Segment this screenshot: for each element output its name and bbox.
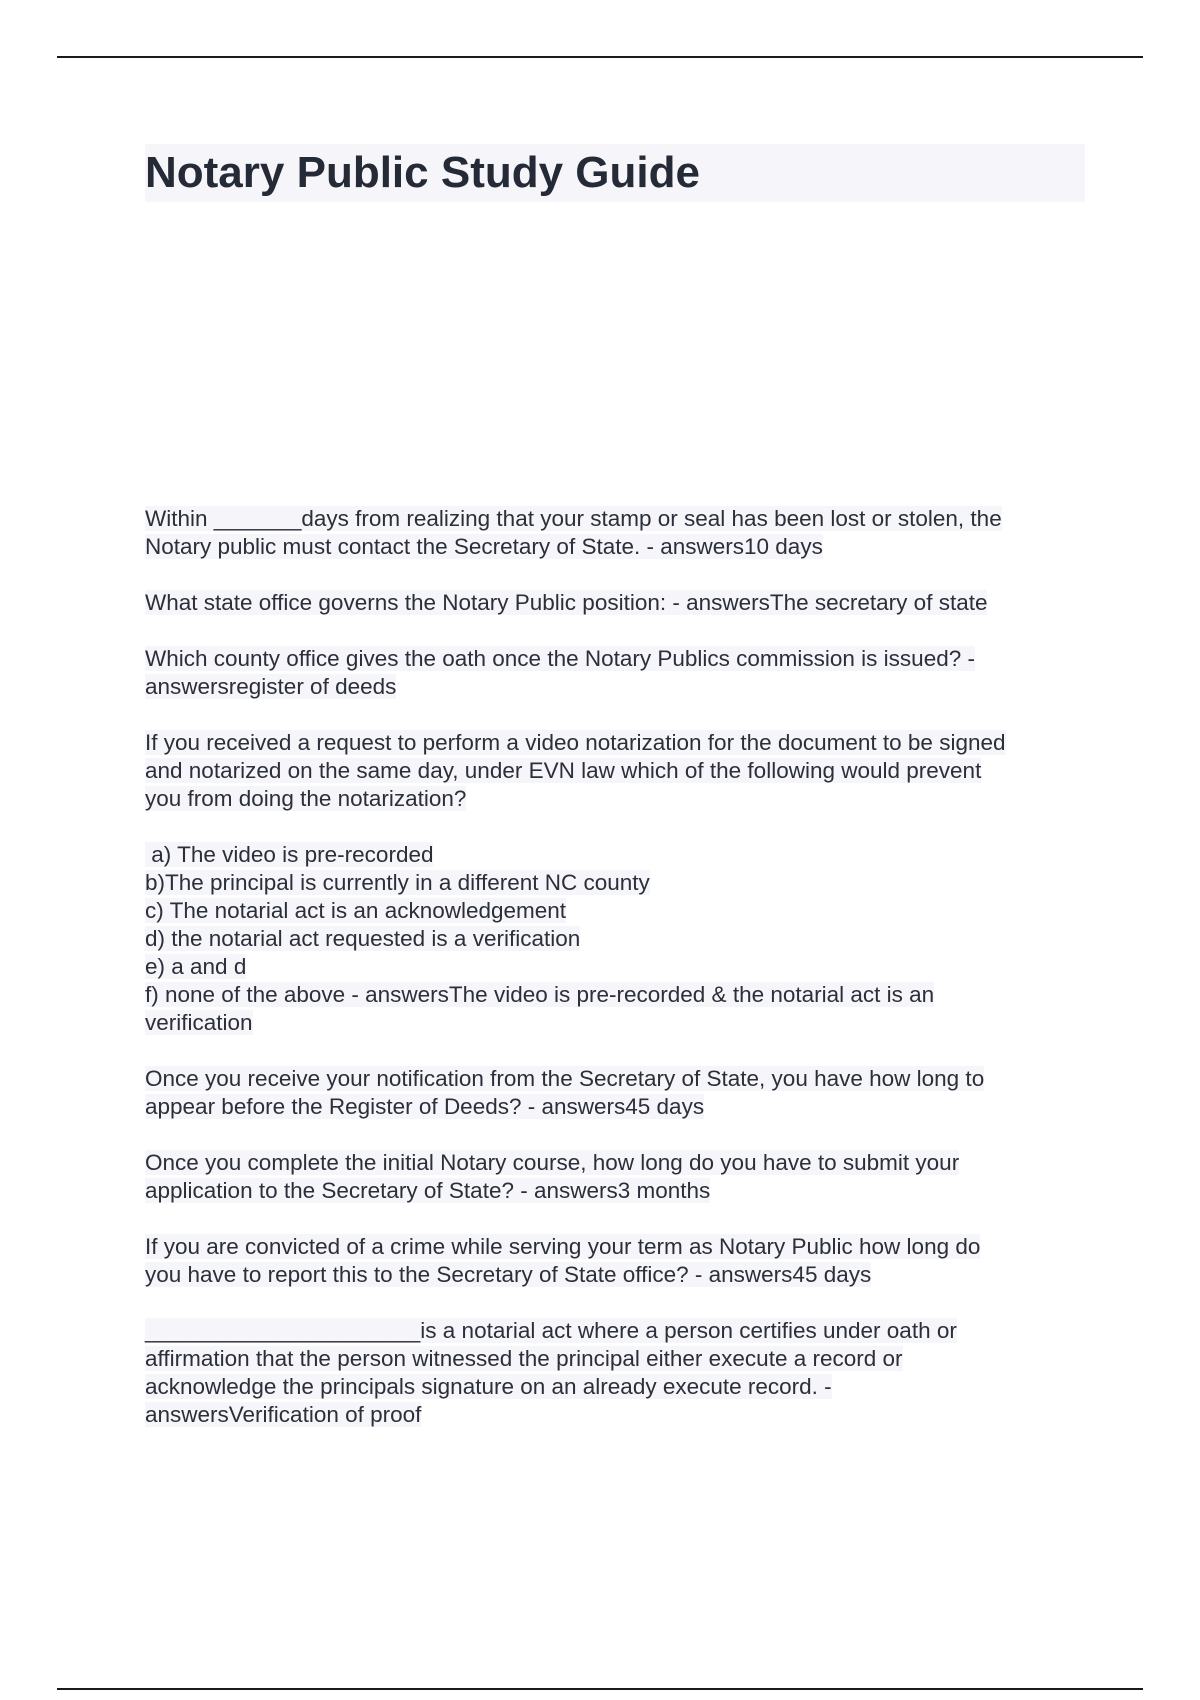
option-line: f) none of the above - answersThe video is pre-recorded & the notarial act is an (145, 982, 935, 1007)
qa-line: Notary public must contact the Secretary of State. - answers10 days (145, 534, 823, 559)
qa-block-4 (145, 729, 1090, 813)
qa-block-7 (145, 1149, 1090, 1205)
qa-line: ______________________is a notarial act where a person certifies under oath or (145, 1318, 957, 1343)
qa-block-5 (145, 841, 1090, 1037)
option-line: verification (145, 1010, 253, 1035)
top-rule (57, 56, 1143, 58)
option-line: c) The notarial act is an acknowledgement (145, 898, 567, 923)
qa-block-9 (145, 1317, 1090, 1429)
qa-block-6 (145, 1065, 1090, 1121)
qa-line: answersVerification of proof (145, 1402, 422, 1427)
qa-line: Once you receive your notification from the Secretary of State, you have how long to (145, 1066, 985, 1091)
qa-line: Which county office gives the oath once the Notary Publics commission is issued? - (145, 646, 975, 671)
qa-line: Once you complete the initial Notary course, how long do you have to submit your (145, 1150, 960, 1175)
qa-line: If you are convicted of a crime while serving your term as Notary Public how long do (145, 1234, 981, 1259)
qa-block-2 (145, 589, 1090, 617)
qa-line: affirmation that the person witnessed the principal either execute a record or (145, 1346, 903, 1371)
qa-line: appear before the Register of Deeds? - answers45 days (145, 1094, 705, 1119)
qa-block-1 (145, 505, 1090, 561)
page-title: Notary Public Study Guide (145, 148, 700, 197)
option-line: b)The principal is currently in a different NC county (145, 870, 650, 895)
qa-line: and notarized on the same day, under EVN law which of the following would prevent (145, 758, 982, 783)
qa-line: answersregister of deeds (145, 674, 397, 699)
bottom-rule (57, 1688, 1143, 1690)
option-line: a) The video is pre-recorded (145, 842, 434, 867)
qa-line: application to the Secretary of State? - answers3 months (145, 1178, 711, 1203)
qa-line: If you received a request to perform a video notarization for the document to be signed (145, 730, 1006, 755)
qa-line: you have to report this to the Secretary of State office? - answers45 days (145, 1262, 872, 1287)
option-line: e) a and d (145, 954, 247, 979)
title-highlight (145, 144, 1085, 202)
qa-line: you from doing the notarization? (145, 786, 467, 811)
qa-line: Within _______days from realizing that your stamp or seal has been lost or stolen, the (145, 506, 1002, 531)
qa-line: acknowledge the principals signature on an already execute record. - (145, 1374, 832, 1399)
qa-block-8 (145, 1233, 1090, 1289)
qa-block-3 (145, 645, 1090, 701)
qa-content (145, 505, 1090, 1457)
qa-line: What state office governs the Notary Public position: - answersThe secretary of state (145, 590, 988, 615)
option-line: d) the notarial act requested is a verification (145, 926, 581, 951)
